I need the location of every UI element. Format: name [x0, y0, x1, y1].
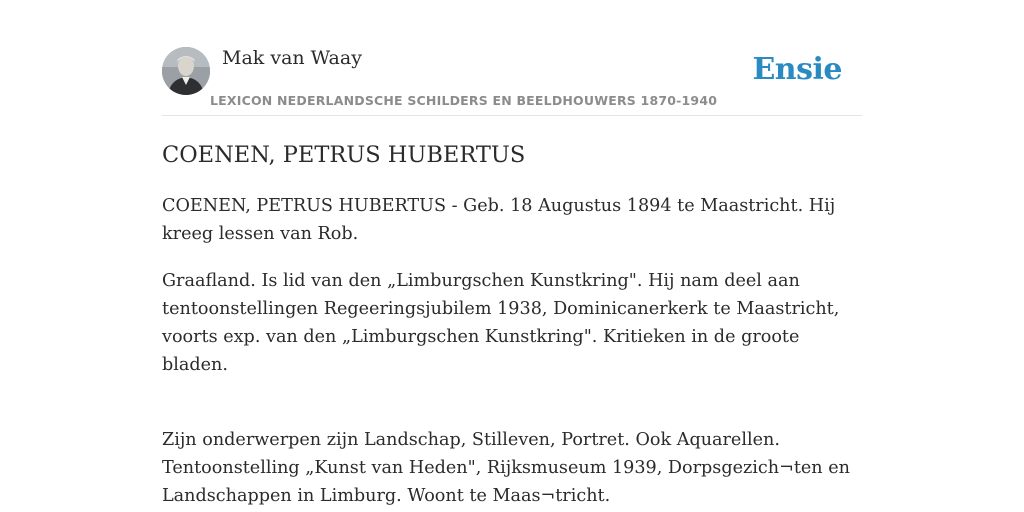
- source-title[interactable]: LEXICON NEDERLANDSCHE SCHILDERS EN BEELDHOUWERS 1870-1940: [210, 93, 718, 108]
- author-name[interactable]: Mak van Waay: [222, 47, 362, 69]
- article-paragraph: COENEN, PETRUS HUBERTUS - Geb. 18 Augustus 1894 te Maastricht. Hij kreeg lessen van Rob.: [162, 196, 836, 244]
- portrait-image: [162, 47, 210, 95]
- paragraph-spacer: [162, 398, 862, 426]
- brand-logo[interactable]: Ensie: [752, 52, 842, 87]
- article-body: [162, 192, 862, 512]
- article-paragraph: Graafland. Is lid van den „Limburgschen Kunstkring". Hij nam deel aan tentoonstellingen Regeeringsjubilem 1938, Dominicanerkerk te Maastricht, voorts exp. van den „Limburgschen Kunstkring". Kritieken in de groote bladen.: [162, 271, 840, 375]
- content-container: [162, 0, 862, 506]
- author-avatar[interactable]: [162, 47, 210, 95]
- header: [162, 0, 862, 116]
- article-title: COENEN, PETRUS HUBERTUS: [162, 142, 526, 168]
- article-paragraph: Zijn onderwerpen zijn Landschap, Stilleven, Portret. Ook Aquarellen. Tentoonstelling „Kunst van Heden", Rijksmuseum 1939, Dorpsgezich¬ten en Landschappen in Limburg. Woont te Maas¬tricht.: [162, 430, 850, 506]
